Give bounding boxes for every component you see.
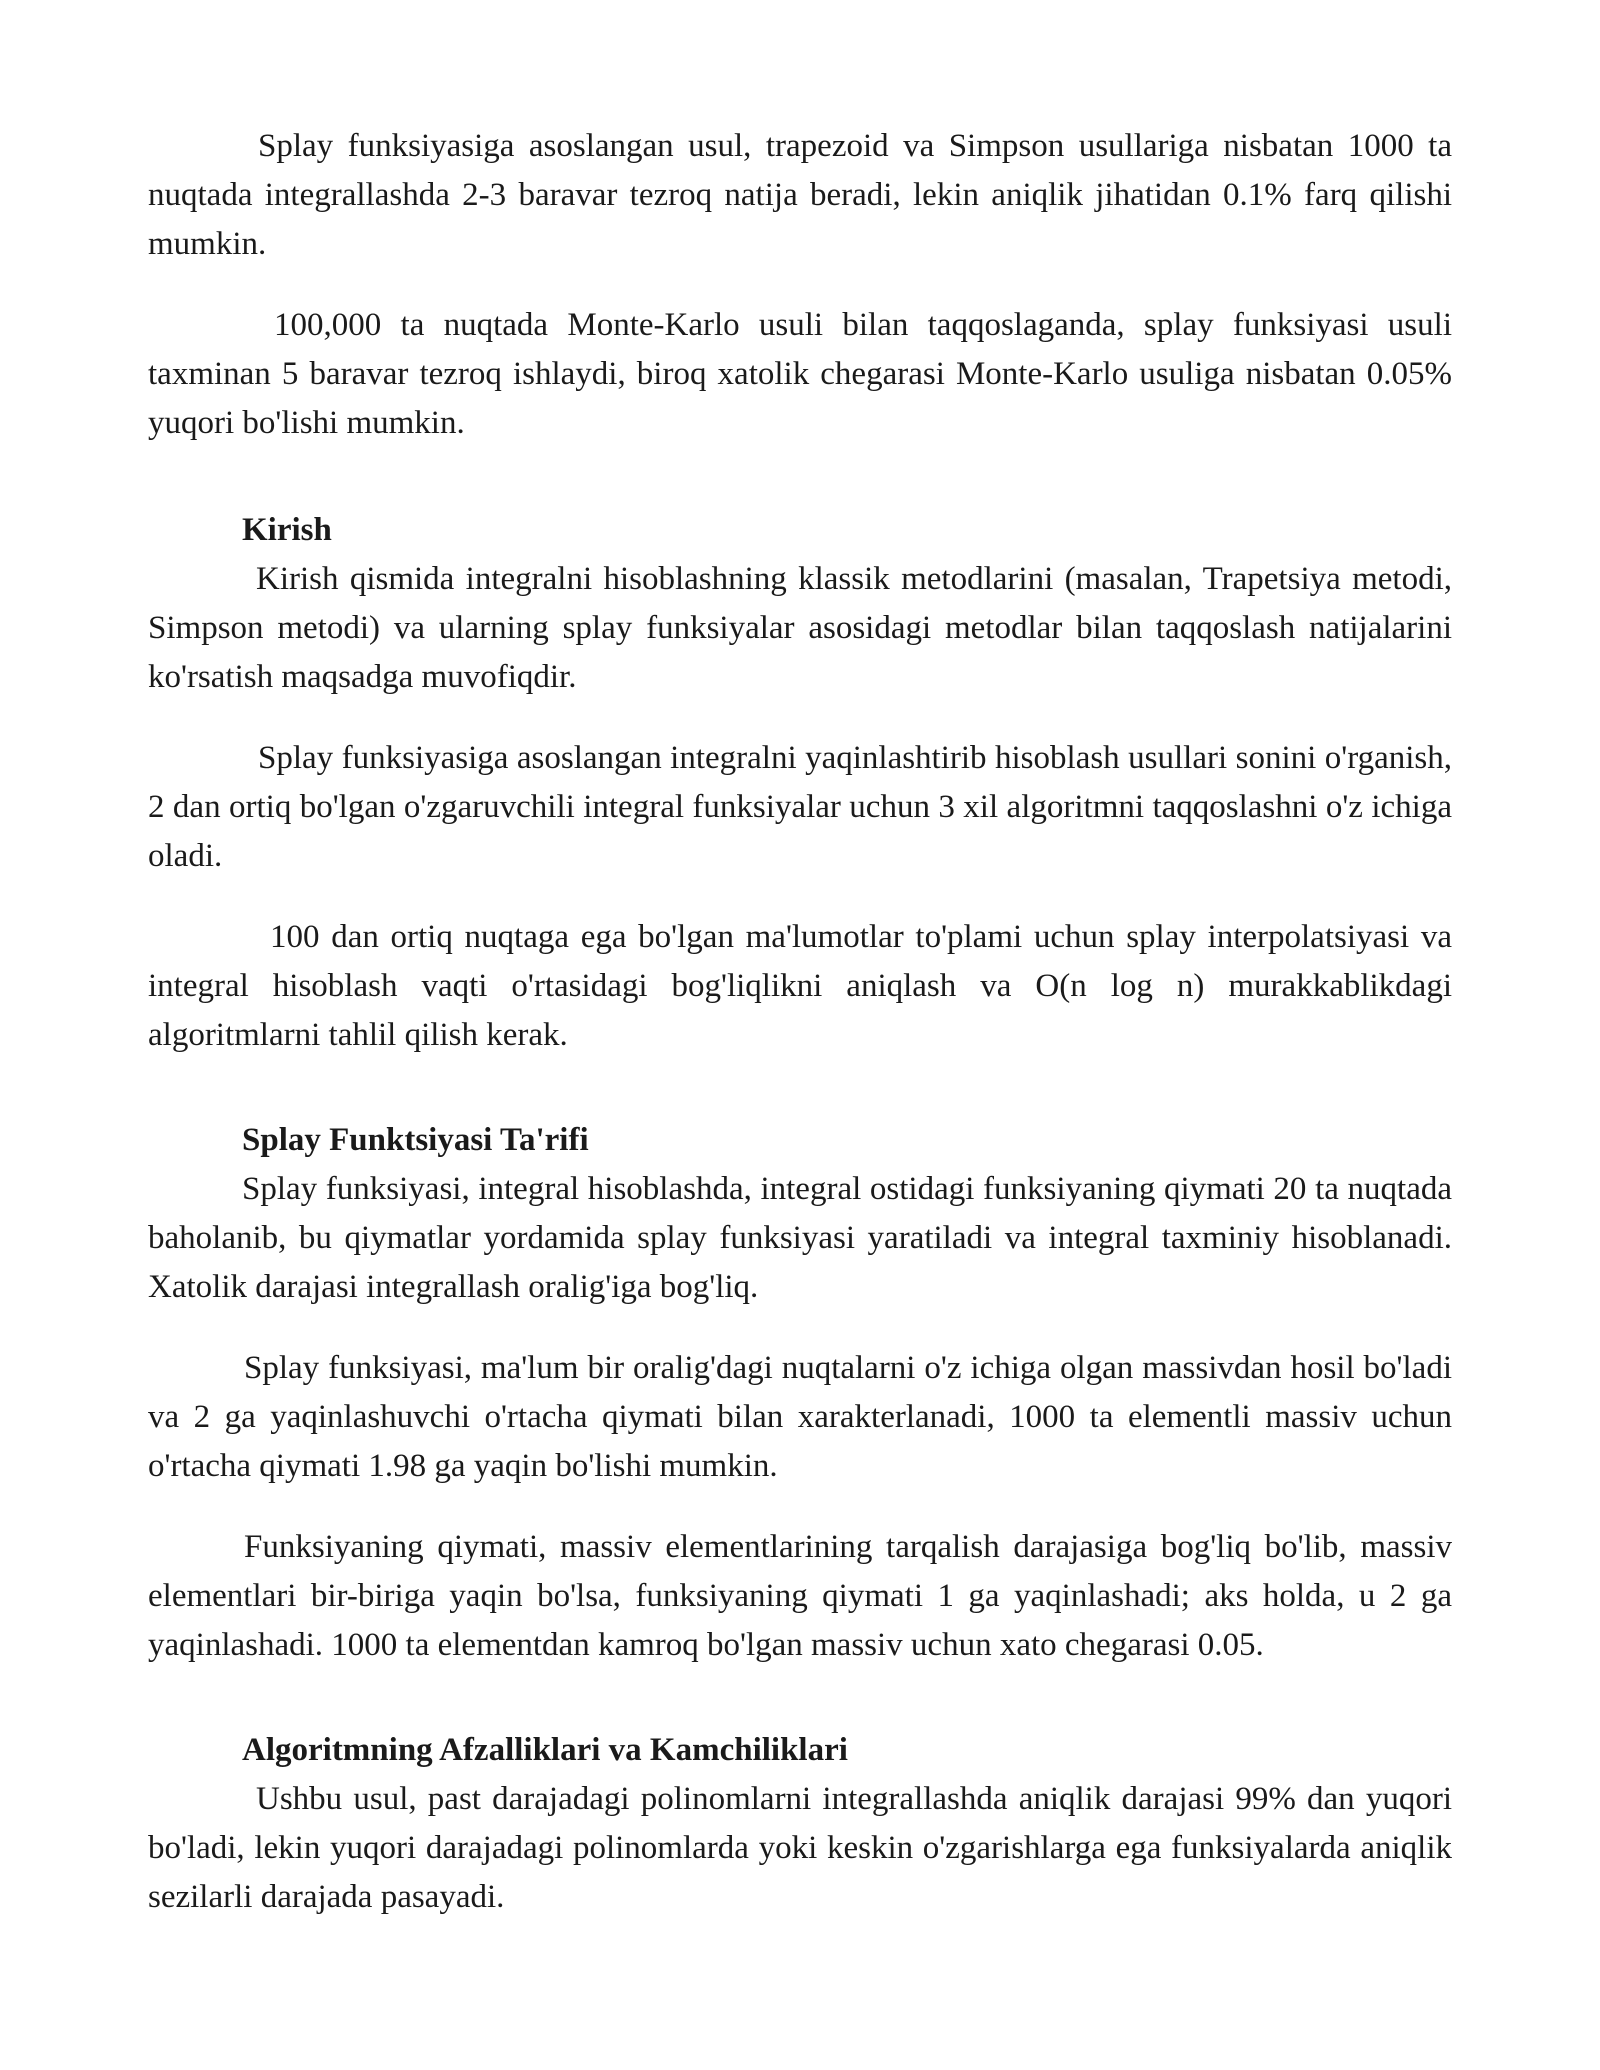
afzallik-paragraph-1: Ushbu usul, past darajadagi polinomlarni integrallashda aniqlik darajasi 99% dan yuqori bo'ladi, lekin yuqori darajadagi polinomlarda yoki keskin o'zgarishlarga ega funksiyalarda aniqlik sezilarli darajada pasayadi. <box>148 1781 1452 1915</box>
section-heading-splay-tarifi: Splay Funktsiyasi Ta'rifi <box>242 1122 589 1158</box>
section-heading-afzalliklari: Algoritmning Afzalliklari va Kamchiliklari <box>242 1732 848 1768</box>
intro-paragraph-2: 100,000 ta nuqtada Monte-Karlo usuli bilan taqqoslaganda, splay funksiyasi usuli taxminan 5 baravar tezroq ishlaydi, biroq xatolik chegarasi Monte-Karlo usuliga nisbatan 0.05% yuqori bo'lishi mumkin. <box>148 307 1452 441</box>
kirish-paragraph-1: Kirish qismida integralni hisoblashning klassik metodlarini (masalan, Trapetsiya metodi, Simpson metodi) va ularning splay funksiyalar asosidagi metodlar bilan taqqoslash natijalarini ko'rsatish maqsadga muvofiqdir. <box>148 561 1452 695</box>
section-heading-kirish: Kirish <box>242 512 332 548</box>
tarifi-paragraph-2: Splay funksiyasi, ma'lum bir oralig'dagi nuqtalarni o'z ichiga olgan massivdan hosil bo'ladi va 2 ga yaqinlashuvchi o'rtacha qiymati bilan xarakterlanadi, 1000 ta elementli massiv uchun o'rtacha qiymati 1.98 ga yaqin bo'lishi mumkin. <box>148 1350 1452 1484</box>
tarifi-paragraph-1: Splay funksiyasi, integral hisoblashda, integral ostidagi funksiyaning qiymati 20 ta nuqtada baholanib, bu qiymatlar yordamida splay funksiyasi yaratiladi va integral taxminiy hisoblanadi. Xatolik darajasi integrallash oralig'iga bog'liq. <box>148 1171 1452 1305</box>
intro-paragraph-1: Splay funksiyasiga asoslangan usul, trapezoid va Simpson usullariga nisbatan 1000 ta nuqtada integrallashda 2-3 baravar tezroq natija beradi, lekin aniqlik jihatidan 0.1% farq qilishi mumkin. <box>148 128 1452 262</box>
kirish-paragraph-2: Splay funksiyasiga asoslangan integralni yaqinlashtirib hisoblash usullari sonini o'rganish, 2 dan ortiq bo'lgan o'zgaruvchili integral funksiyalar uchun 3 xil algoritmni taqqoslashni o'z ichiga oladi. <box>148 740 1452 874</box>
document-body <box>148 122 1452 1954</box>
kirish-paragraph-3: 100 dan ortiq nuqtaga ega bo'lgan ma'lumotlar to'plami uchun splay interpolatsiyasi va integral hisoblash vaqti o'rtasidagi bog'liqlikni aniqlash va O(n log n) murakkablikdagi algoritmlarni tahlil qilish kerak. <box>148 919 1452 1053</box>
tarifi-paragraph-3: Funksiyaning qiymati, massiv elementlarining tarqalish darajasiga bog'liq bo'lib, massiv elementlari bir-biriga yaqin bo'lsa, funksiyaning qiymati 1 ga yaqinlashadi; aks holda, u 2 ga yaqinlashadi. 1000 ta elementdan kamroq bo'lgan massiv uchun xato chegarasi 0.05. <box>148 1529 1452 1663</box>
